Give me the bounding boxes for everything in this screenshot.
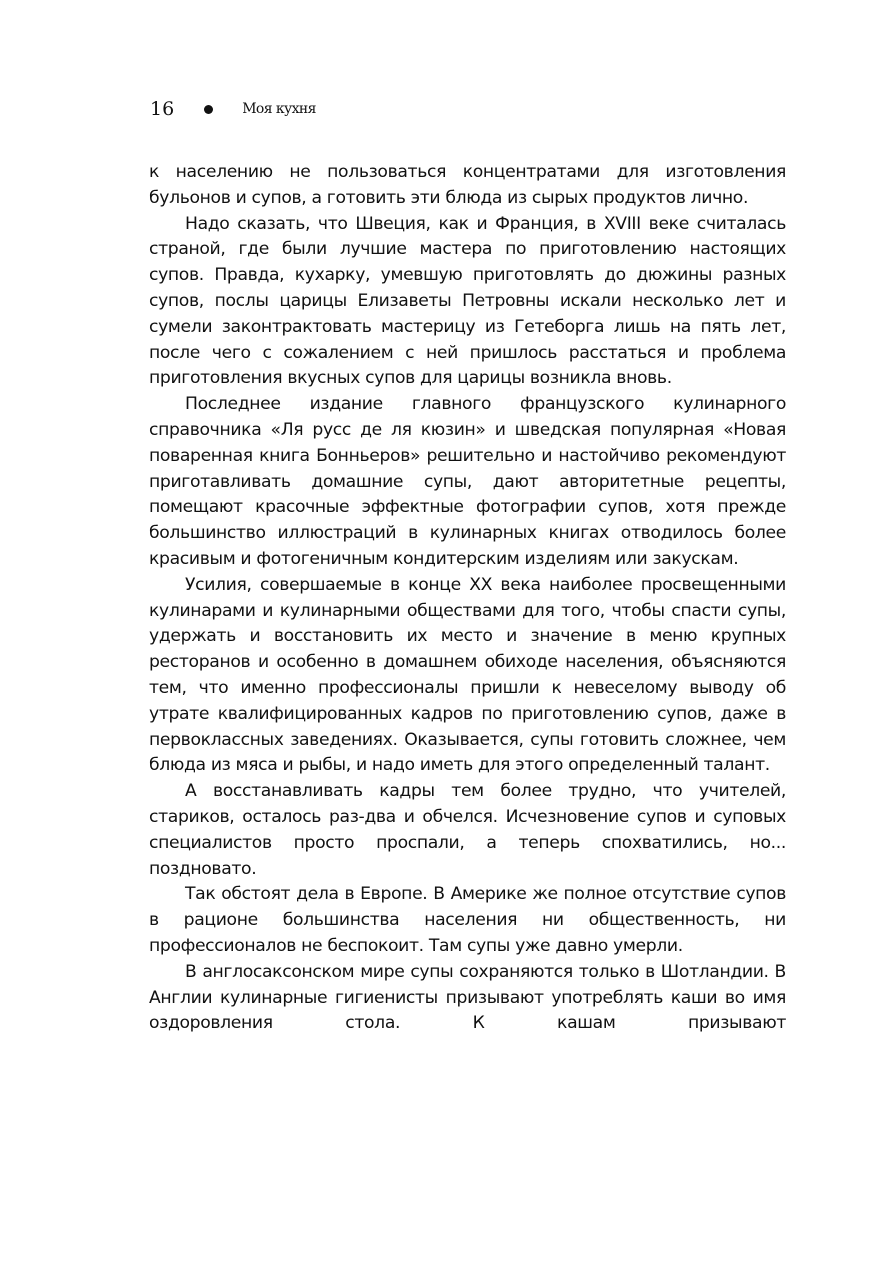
paragraph-2: Надо сказать, что Швеция, как и Франция, в XVIII веке считалась страной, где были лучшие мастера по приготовлению настоящих супов. Правда, кухарку, умевшую приготовлять до дюжины разных супов, послы царицы Елизаветы Петровны искали несколько лет и сумели законтрактовать мастерицу из Гетеборга лишь на пять лет, после чего с сожалением с ней пришлось расстаться и проблема приготовления вкусных супов для царицы возникла вновь.: [149, 213, 786, 389]
running-title: Моя кухня: [242, 101, 316, 117]
paragraph-1: к населению не пользоваться концентратами для изготовления бульонов и супов, а готовить эти блюда из сырых продуктов лично.: [149, 162, 786, 208]
body-text: [149, 160, 786, 1037]
paragraph-3: Последнее издание главного французского кулинарного справочника «Ля русс де ля кюзин» и шведская популярная «Новая поваренная книга Бонньеров» решительно и настойчиво рекомендуют приготавливать домашние супы, дают авторитетные рецепты, помещают красочные эффектные фотографии супов, хотя прежде большинство иллюстраций в кулинарных книгах отводилось более красивым и фотогеничным кондитерским изделиям или закускам.: [149, 394, 786, 569]
header-bullet-icon: [204, 105, 213, 114]
page-number: 16: [150, 98, 175, 120]
paragraph-6: Так обстоят дела в Европе. В Америке же полное отсутствие супов в рационе большинства населения ни общественность, ни профессионалов не беспокоит. Там супы уже давно умерли.: [149, 884, 786, 956]
paragraph-7: В англосаксонском мире супы сохраняются только в Шотландии. В Англии кулинарные гигиенисты призывают употреблять каши во имя оздоровления стола. К кашам призывают: [149, 961, 786, 1034]
paragraph-4: Усилия, совершаемые в конце XX века наиболее просвещенными кулинарами и кулинарными обществами для того, чтобы спасти супы, удержать и восстановить их место и значение в меню крупных ресторанов и особенно в домашнем обиходе населения, объясняются тем, что именно профессионалы пришли к невеселому выводу об утрате квалифицированных кадров по приготовлению супов, даже в первоклассных заведениях. Оказывается, супы готовить сложнее, чем блюда из мяса и рыбы, и надо иметь для этого определенный талант.: [149, 574, 786, 776]
page-header: [150, 96, 316, 122]
paragraph-5: А восстанавливать кадры тем более трудно, что учителей, стариков, осталось раз-два и обчелся. Исчезновение супов и суповых специалистов просто проспали, а теперь спохватились, но... поздновато.: [149, 781, 786, 879]
